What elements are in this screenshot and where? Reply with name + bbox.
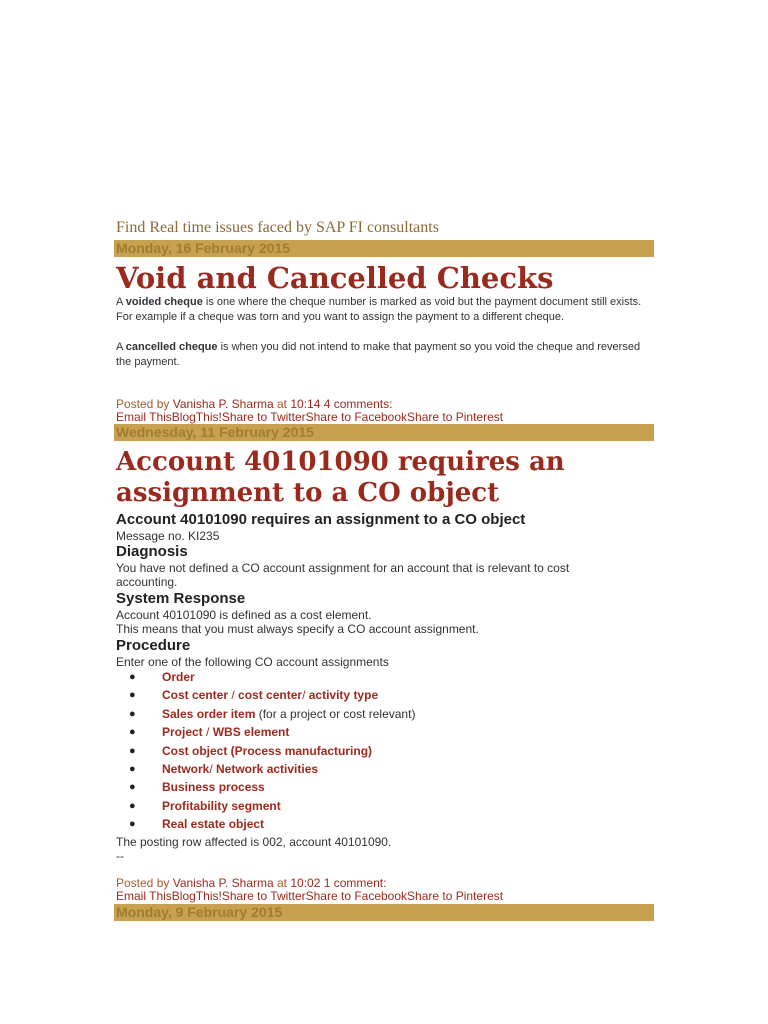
- share-links[interactable]: Email ThisBlogThis!Share to TwitterShare to FacebookShare to Pinterest: [116, 410, 504, 424]
- bullet-icon: ●: [129, 689, 136, 702]
- para-prefix: A: [116, 296, 126, 308]
- list-link[interactable]: WBS element: [212, 725, 290, 740]
- list-link[interactable]: Cost object (Process manufacturing): [162, 743, 373, 758]
- bullet-icon: ●: [129, 707, 136, 720]
- list-item: [116, 779, 415, 797]
- bullet-icon: ●: [129, 671, 136, 683]
- list-link[interactable]: Order: [162, 670, 195, 684]
- post-subtitle: Account 40101090 requires an assignment to a CO object: [116, 511, 526, 528]
- posting-row-text: The posting row affected is 002, account 40101090.: [116, 835, 392, 849]
- para-suffix: is one where the cheque number is marked as void but the payment document still exists. For example if a cheque was torn and you want to assign the payment to a different cheque.: [116, 296, 642, 323]
- procedure-intro: Enter one of the following CO account assignments: [116, 655, 389, 669]
- list-separator: /: [302, 688, 309, 703]
- list-separator: /: [209, 761, 217, 776]
- list-link[interactable]: Sales order item: [162, 706, 256, 721]
- time-link[interactable]: 10:02: [290, 876, 321, 890]
- list-separator: /: [228, 688, 239, 703]
- list-item: [116, 761, 415, 779]
- bullet-icon: ●: [129, 799, 136, 812]
- list-item: [116, 816, 415, 834]
- co-assignment-list: [116, 669, 415, 835]
- author-link[interactable]: Vanisha P. Sharma: [172, 876, 274, 890]
- list-item: [116, 743, 415, 761]
- blog-tagline: Find Real time issues faced by SAP FI consultants: [116, 219, 439, 236]
- para-prefix: A: [116, 341, 126, 353]
- para-suffix: is when you did not intend to make that payment so you void the cheque and reversed the payment.: [116, 341, 641, 368]
- list-link[interactable]: Real estate object: [162, 817, 265, 832]
- procedure-heading: Procedure: [116, 637, 191, 654]
- at-label: at: [273, 397, 291, 411]
- list-link[interactable]: Network activities: [216, 761, 319, 776]
- share-links[interactable]: Email ThisBlogThis!Share to TwitterShare to FacebookShare to Pinterest: [116, 889, 504, 903]
- diagnosis-line: You have not defined a CO account assignment for an account that is relevant to cost: [116, 561, 570, 575]
- system-line: Account 40101090 is defined as a cost element.: [116, 608, 372, 622]
- comments-link[interactable]: 1 comment:: [323, 876, 387, 890]
- bullet-icon: ●: [129, 762, 136, 775]
- list-item: [116, 724, 415, 742]
- post-title[interactable]: Void and Cancelled Checks: [116, 261, 554, 295]
- list-item: [116, 669, 415, 687]
- system-response-heading: System Response: [116, 590, 246, 607]
- list-item: [116, 687, 415, 705]
- para-bold-term: voided cheque: [125, 296, 203, 308]
- list-link[interactable]: Business process: [162, 780, 265, 795]
- posted-by-label: Posted by: [116, 397, 173, 411]
- post-date-bar: Monday, 9 February 2015: [114, 904, 654, 921]
- post-title-line: Account 40101090 requires an: [116, 447, 565, 477]
- list-link[interactable]: Project: [162, 725, 203, 740]
- list-link[interactable]: Network: [162, 761, 210, 776]
- list-note: (for a project or cost relevant): [255, 706, 416, 721]
- system-response-text: [116, 608, 479, 636]
- bullet-icon: ●: [129, 744, 136, 757]
- post-title-line: assignment to a CO object: [116, 478, 500, 508]
- post-paragraph: [116, 295, 646, 325]
- list-link[interactable]: activity type: [308, 688, 379, 703]
- bullet-icon: ●: [129, 781, 136, 794]
- list-item: [116, 706, 415, 724]
- author-link[interactable]: Vanisha P. Sharma: [172, 397, 274, 411]
- list-link[interactable]: Profitability segment: [162, 798, 281, 813]
- list-separator: /: [202, 725, 213, 740]
- list-item: [116, 798, 415, 816]
- at-label: at: [273, 876, 291, 890]
- bullet-icon: ●: [129, 726, 136, 739]
- list-link[interactable]: Cost center: [162, 688, 229, 703]
- comments-link[interactable]: 4 comments:: [323, 397, 393, 411]
- system-line: This means that you must always specify a CO account assignment.: [116, 622, 479, 636]
- time-link[interactable]: 10:14: [290, 397, 321, 411]
- list-link[interactable]: cost center: [238, 688, 303, 703]
- message-number: Message no. KI235: [116, 529, 220, 543]
- post-date-bar: Monday, 16 February 2015: [114, 240, 654, 257]
- post-title[interactable]: [116, 447, 656, 509]
- para-bold-term: cancelled cheque: [125, 341, 218, 353]
- diagnosis-line: accounting.: [116, 575, 178, 589]
- posted-by-label: Posted by: [116, 876, 173, 890]
- signature-dashes: --: [116, 849, 124, 863]
- diagnosis-heading: Diagnosis: [116, 543, 188, 560]
- diagnosis-text: [116, 561, 656, 589]
- post-date-bar: Wednesday, 11 February 2015: [114, 424, 654, 441]
- bullet-icon: ●: [129, 818, 136, 831]
- post-paragraph: [116, 340, 646, 370]
